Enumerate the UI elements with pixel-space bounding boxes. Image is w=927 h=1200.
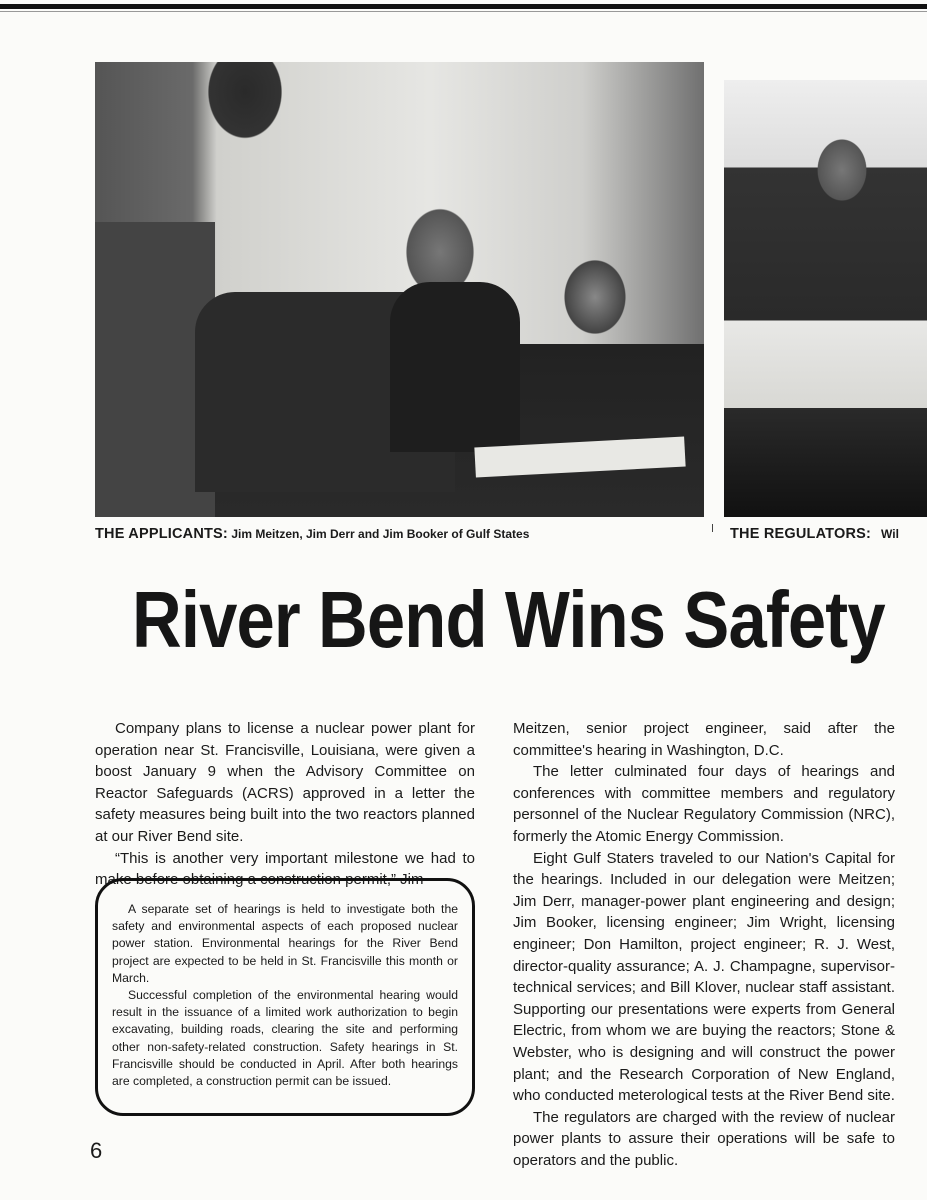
article-paragraph: The regulators are charged with the review of nuclear power plants to assure their operations will be safe to operators and the public. [513,1108,895,1169]
article-right-column [513,718,895,1171]
article-paragraph: Meitzen, senior project engineer, said after the committee's hearing in Washington, D.C. [513,720,895,759]
regulators-caption [730,526,899,542]
caption-lead: THE APPLICANTS: [95,526,228,542]
article-paragraph: “This is another very important milestone we had to make before obtaining a construction permit,” Jim [95,849,475,889]
caption-lead: THE REGULATORS: [730,526,872,542]
top-rule [0,4,927,9]
person-silhouette [390,282,520,452]
caption-divider [712,524,713,532]
top-rule-thin [0,11,927,12]
headline: River Bend Wins Safety [132,575,885,664]
applicants-caption [95,526,529,542]
caption-text: Jim Meitzen, Jim Derr and Jim Booker of Gulf States [231,527,530,541]
caption-text: Wil [881,527,899,541]
article-paragraph: The letter culminated four days of hearings and conferences with committee members and regulatory personnel of the Nuclear Regulatory Commission (NRC), formerly the Atomic Energy Commission. [513,763,895,845]
applicants-photo [95,62,704,517]
sidebar-box [95,878,475,1116]
article-paragraph: Company plans to license a nuclear power plant for operation near St. Francisville, Louisiana, were given a boost January 9 when the Advisory Committee on Reactor Safeguards (ACRS) approved in a letter the safety measures being built into the two reactors planned at our River Bend site. [95,720,475,845]
article-left-column [95,718,475,891]
sidebar-paragraph: A separate set of hearings is held to investigate both the safety and environmental aspects of each proposed nuclear power station. Environmental hearings for the River Bend project are expected to be held in St. Francisville this month or March. [112,902,458,985]
regulators-photo [724,80,927,517]
article-paragraph: Eight Gulf Staters traveled to our Nation's Capital for the hearings. Included in our delegation were Meitzen; Jim Derr, manager-power plant engineering and design; Jim Booker, licensing engineer; Jim Wright, licensing engineer; Don Hamilton, project engineer; R. J. West, director-quality assurance; A. J. Champagne, supervisor-technical services; and Bill Klover, nuclear staff assistant. Supporting our presentations were experts from General Electric, from whom we are buying the reactors; Stone & Webster, who is designing and will construct the power plant; and the Research Corporation of New England, who conducted meterological tests at the River Bend site. [513,849,895,1105]
page-number: 6 [90,1138,103,1163]
sidebar-paragraph: Successful completion of the environmental hearing would result in the issuance of a limited work authorization to begin excavating, building roads, clearing the site and performing other non-safety-related construction. Safety hearings in St. Francisville should be conducted in April. After both hearings are completed, a construction permit can be issued. [112,988,458,1089]
